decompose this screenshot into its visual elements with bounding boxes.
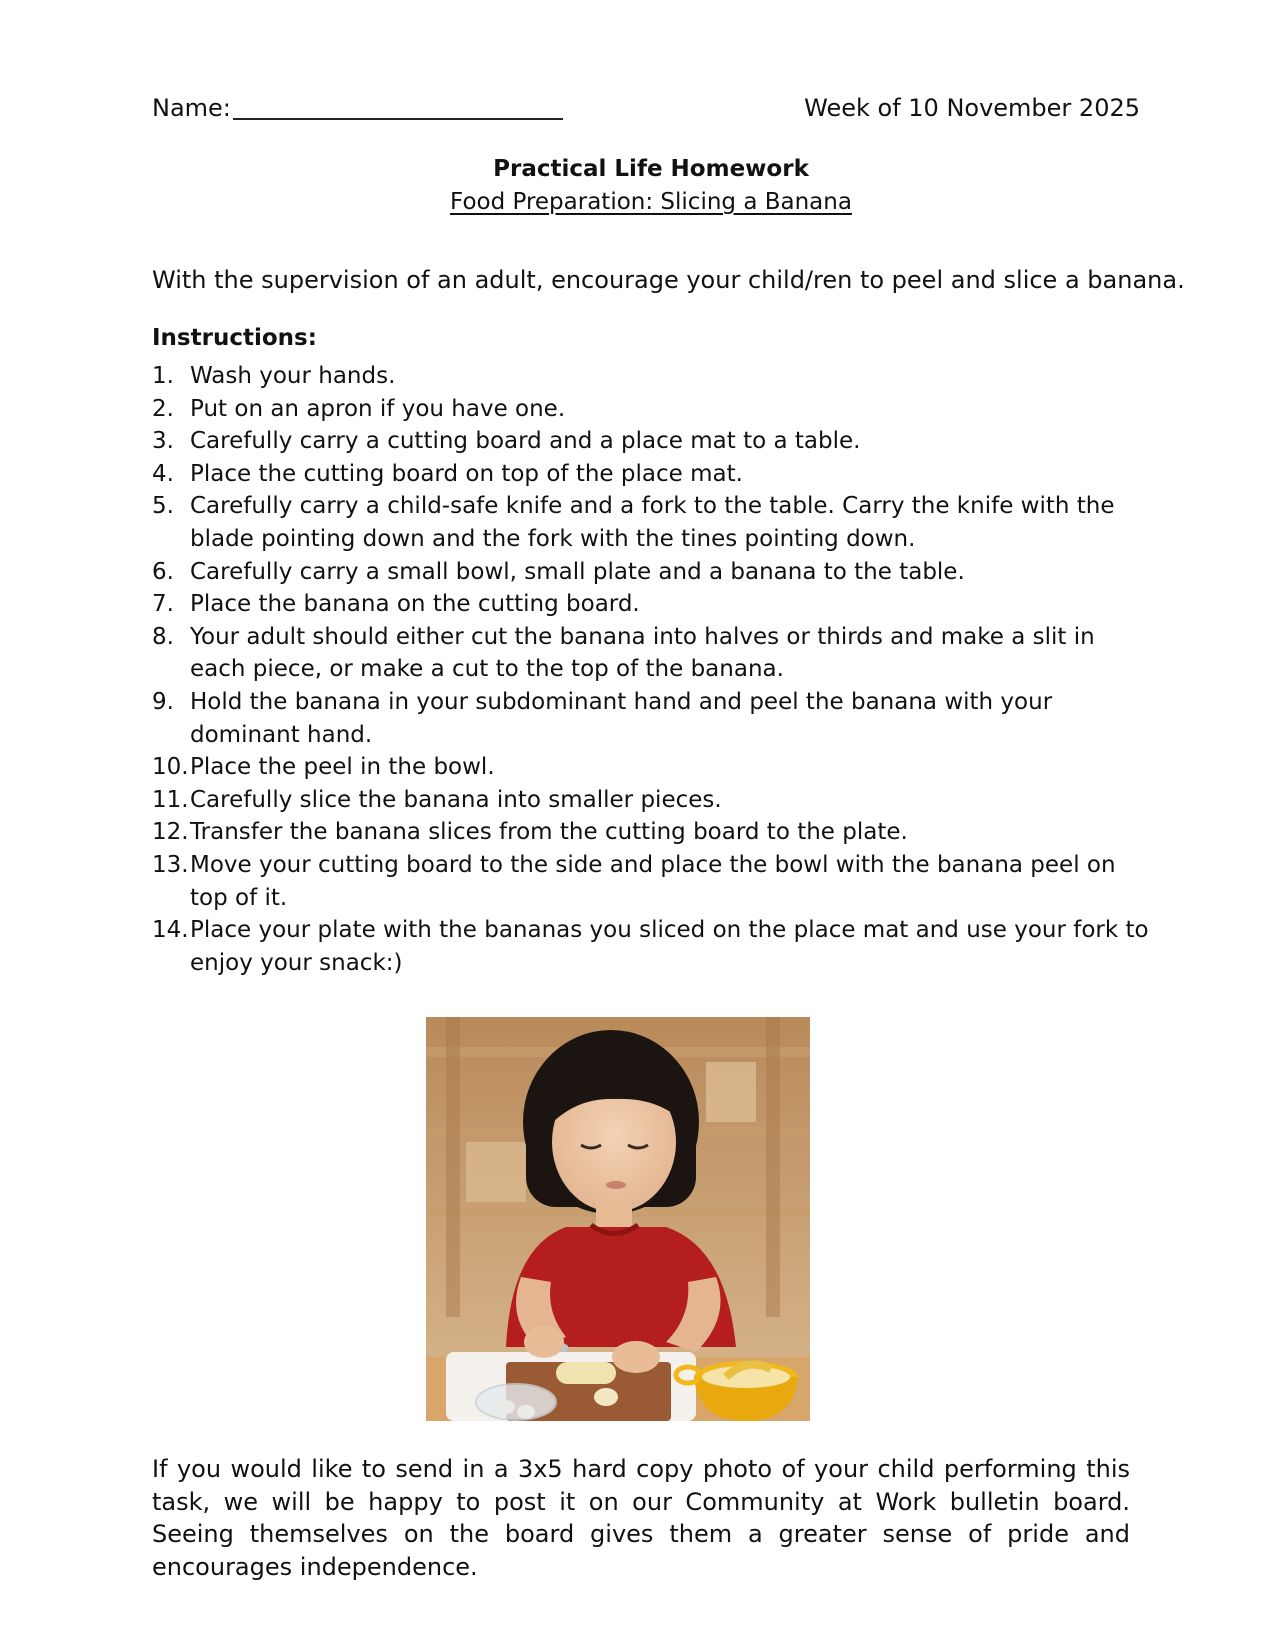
list-item	[152, 556, 1150, 589]
step-number: 4.	[152, 460, 174, 487]
step-text: Wash your hands.	[190, 363, 396, 389]
step-text: Carefully carry a cutting board and a place mat to a table.	[190, 428, 861, 455]
step-number: 14.	[152, 917, 189, 944]
page-subtitle: Food Preparation: Slicing a Banana	[450, 189, 852, 215]
step-number: 3.	[152, 428, 174, 455]
list-item	[152, 816, 1150, 849]
step-text: Move your cutting board to the side and place the bowl with the banana peel on top of it.	[190, 851, 1116, 911]
list-item	[152, 751, 1150, 784]
list-item	[152, 914, 1150, 979]
week-label: Week of 10 November 2025	[804, 94, 1140, 122]
step-text: Your adult should either cut the banana into halves or thirds and make a slit in each piece, or make a cut to the top of the banana.	[190, 623, 1095, 683]
list-item	[152, 393, 1150, 426]
step-number: 2.	[152, 395, 174, 422]
step-number: 12.	[152, 819, 189, 846]
instructions-list	[152, 360, 1150, 979]
header-row	[152, 90, 1150, 124]
step-number: 11.	[152, 786, 189, 813]
step-text: Place your plate with the bananas you sliced on the place mat and use your fork to enjoy your snack:)	[190, 917, 1149, 976]
step-text: Transfer the banana slices from the cutting board to the plate.	[190, 819, 908, 846]
step-number: 6.	[152, 558, 174, 585]
intro-text: With the supervision of an adult, encourage your child/ren to peel and slice a banana.	[152, 266, 1185, 294]
name-field	[152, 90, 563, 124]
title-block	[152, 152, 1150, 218]
step-text: Carefully carry a small bowl, small plate and a banana to the table.	[190, 558, 965, 585]
step-number: 5.	[152, 493, 174, 520]
list-item	[152, 458, 1150, 491]
list-item	[152, 784, 1150, 817]
child-slicing-banana-photo	[426, 1017, 810, 1421]
list-item	[152, 621, 1150, 686]
step-number: 10.	[152, 754, 189, 781]
step-text: Carefully slice the banana into smaller pieces.	[190, 786, 722, 813]
closing-paragraph: If you would like to send in a 3x5 hard copy photo of your child performing this task, we will be happy to post it on our Community at Work bulletin board. Seeing themselves on the board gives them a greater sense of pride and encourages independence.	[152, 1455, 1130, 1581]
list-item	[152, 686, 1150, 751]
step-text: Place the peel in the bowl.	[190, 754, 495, 781]
step-number: 1.	[152, 363, 174, 389]
step-text: Put on an apron if you have one.	[190, 395, 566, 422]
step-number: 7.	[152, 591, 174, 618]
list-item	[152, 490, 1150, 555]
list-item	[152, 425, 1150, 458]
step-text: Carefully carry a child-safe knife and a fork to the table. Carry the knife with the blade pointing down and the fork with the tines pointing down.	[190, 493, 1115, 552]
step-number: 8.	[152, 623, 174, 650]
step-number: 9.	[152, 688, 174, 715]
step-text: Hold the banana in your subdominant hand and peel the banana with your dominant hand.	[190, 688, 1053, 748]
instructions-heading: Instructions:	[152, 325, 317, 351]
list-item	[152, 588, 1150, 621]
page-title: Practical Life Homework	[493, 156, 809, 182]
list-item	[152, 849, 1150, 914]
step-text: Place the cutting board on top of the place mat.	[190, 460, 743, 487]
step-text: Place the banana on the cutting board.	[190, 591, 640, 618]
step-number: 13.	[152, 851, 189, 878]
name-blank-line[interactable]	[233, 94, 563, 120]
list-item	[152, 360, 1150, 393]
name-label: Name:	[152, 94, 231, 122]
